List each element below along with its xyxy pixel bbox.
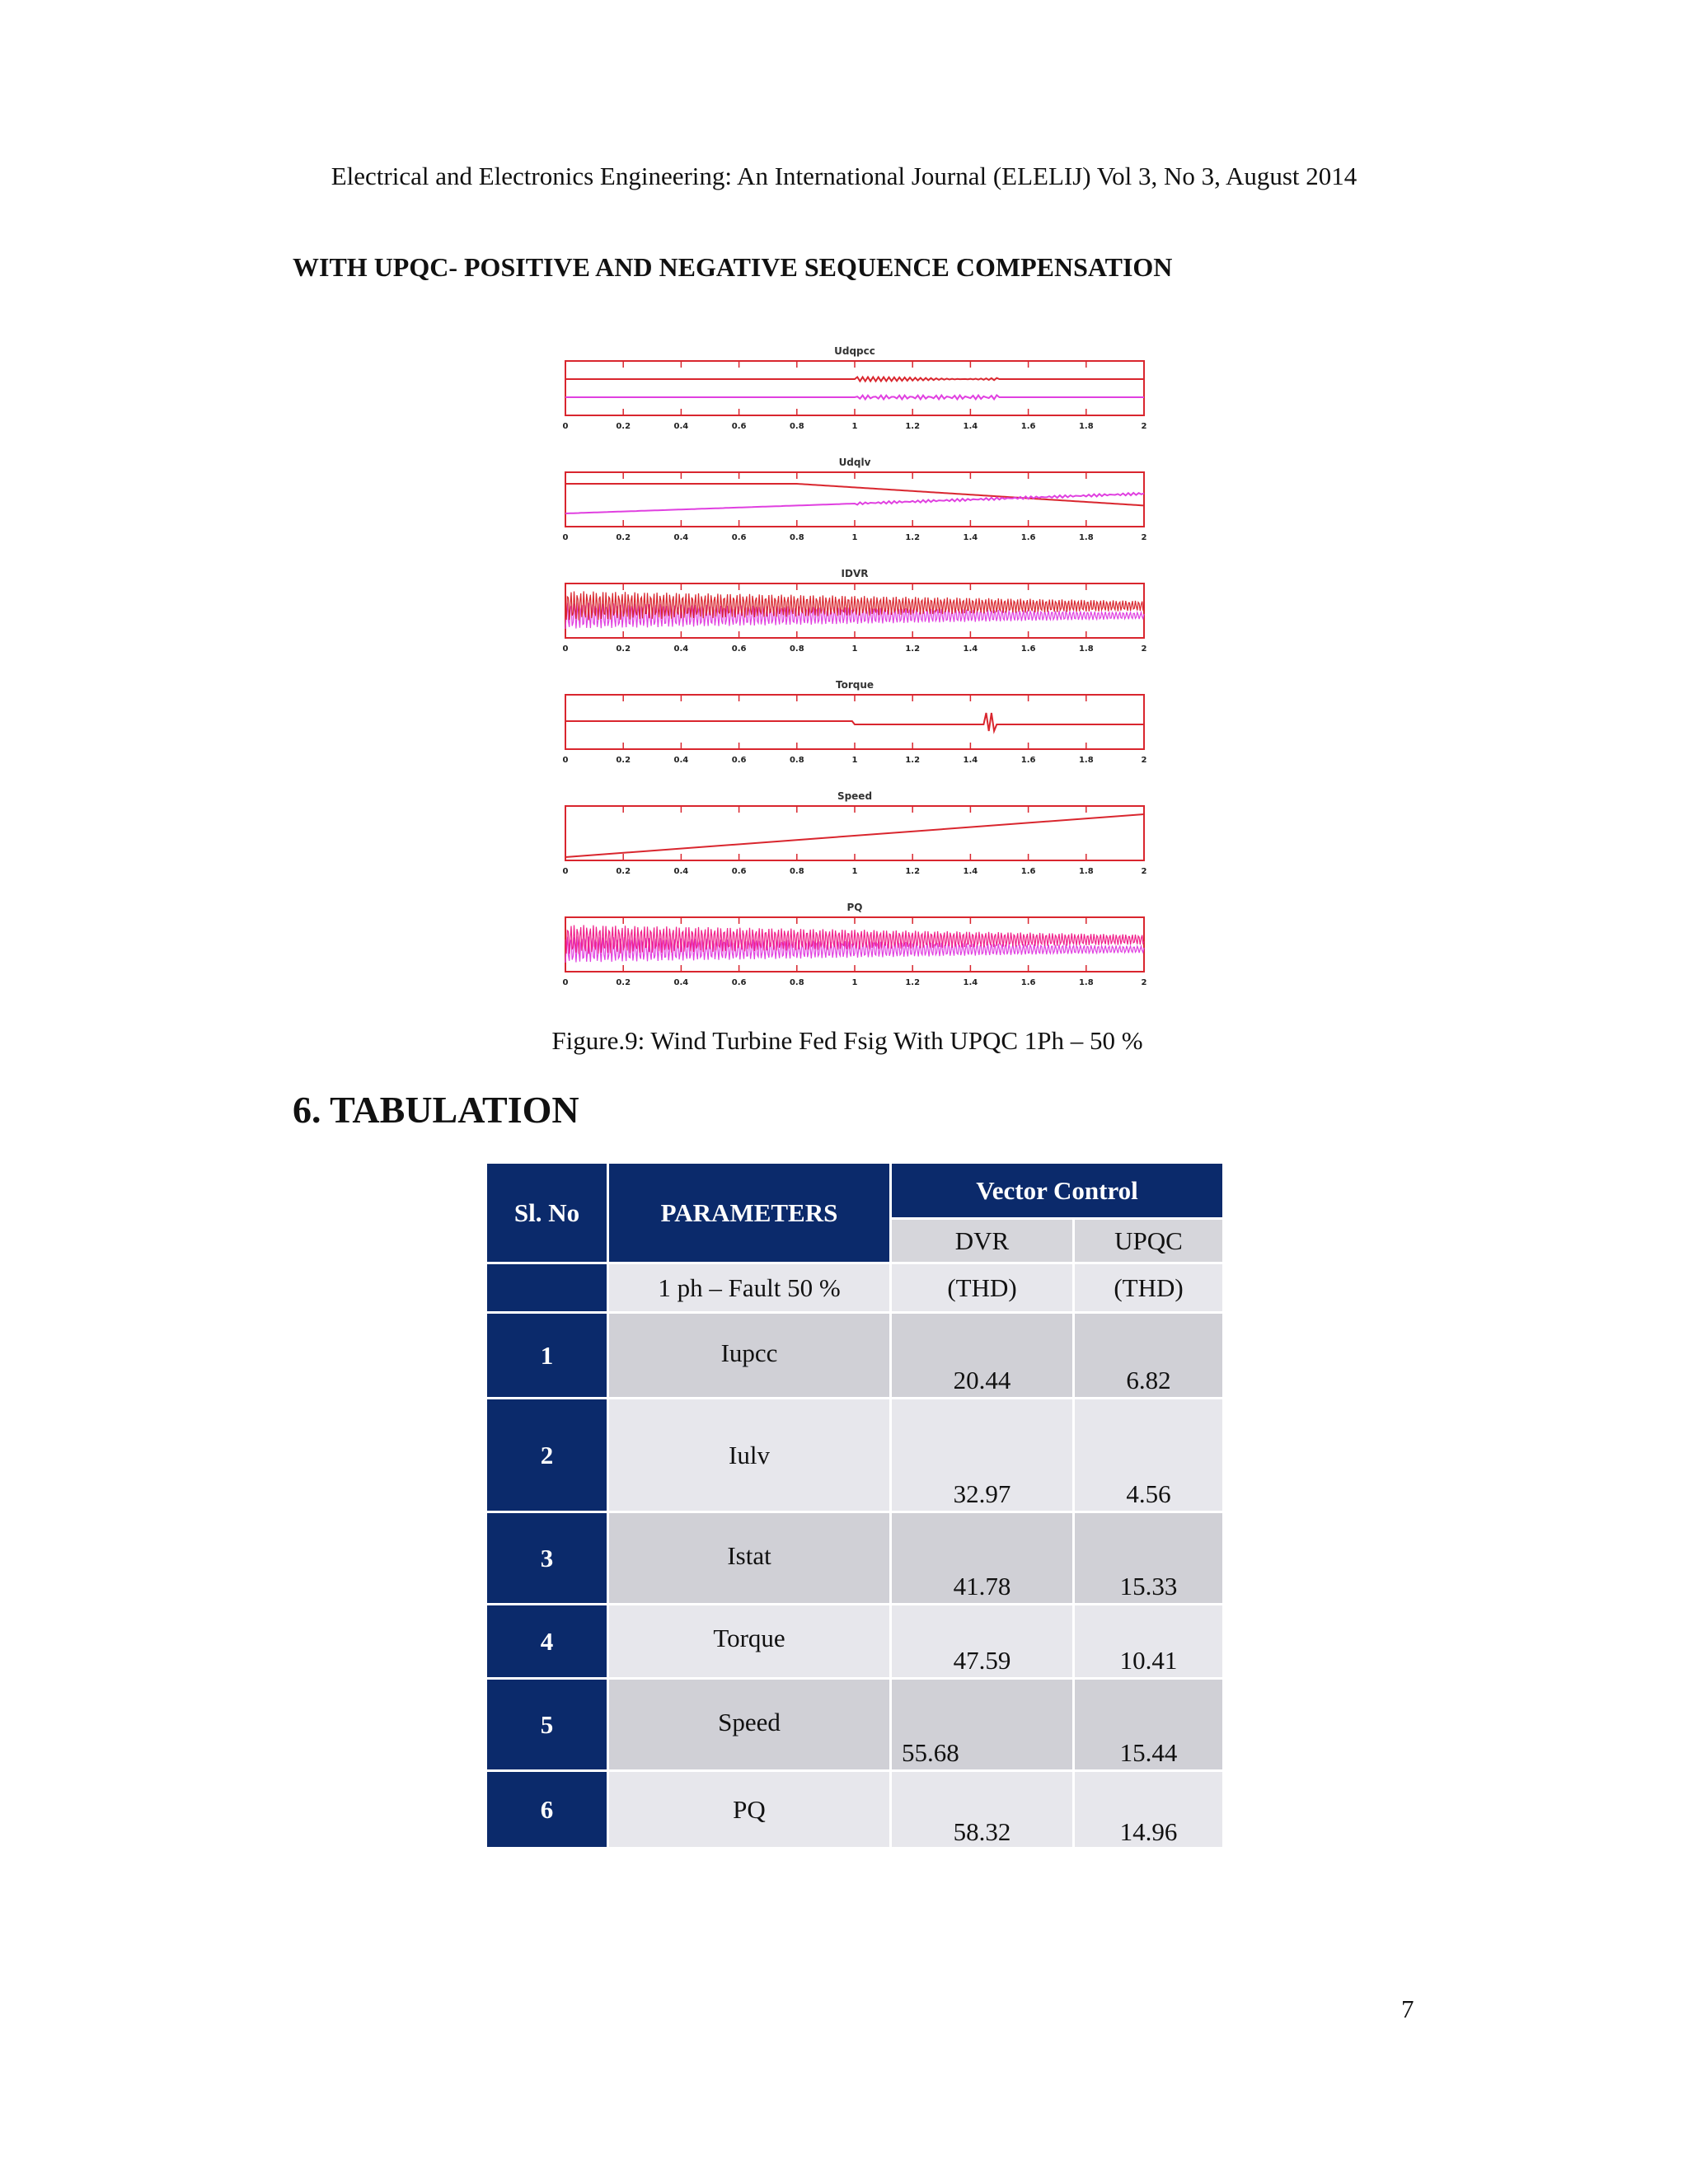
panel-title: Udqpcc [834, 345, 875, 357]
x-tick-label: 1.8 [1078, 756, 1094, 765]
panel-title: IDVR [841, 568, 869, 579]
x-tick-label: 0.2 [616, 533, 631, 542]
x-tick-label: 1.2 [905, 978, 921, 987]
x-tick-label: 1.6 [1020, 644, 1036, 654]
row-param: Speed [608, 1679, 891, 1771]
row-param: Iulv [608, 1399, 891, 1512]
table-row [486, 1771, 1224, 1849]
x-tick-label: 2 [1141, 867, 1147, 876]
x-tick-label: 0.6 [731, 867, 747, 876]
x-tick-label: 1.4 [963, 867, 978, 876]
row-sno: 6 [486, 1771, 608, 1849]
panel-title: Torque [835, 679, 874, 691]
x-tick-label: 0.6 [731, 756, 747, 765]
x-tick-label: 1.8 [1078, 644, 1094, 654]
x-tick-label: 2 [1141, 644, 1147, 654]
condition-row [486, 1263, 1224, 1313]
x-tick-label: 1 [851, 644, 858, 654]
row-param: Istat [608, 1512, 891, 1605]
x-tick-label: 1.2 [905, 422, 921, 431]
x-tick-label: 0.8 [789, 756, 804, 765]
panel-title: Speed [837, 790, 873, 802]
x-tick-label: 1 [851, 978, 858, 987]
x-tick-label: 0.2 [616, 867, 631, 876]
table-row [486, 1679, 1224, 1771]
row-upqc: 10.41 [1074, 1605, 1224, 1679]
x-tick-label: 0.6 [731, 533, 747, 542]
figure-9 [552, 330, 1154, 997]
x-tick-label: 0 [562, 422, 569, 431]
x-tick-label: 0.4 [673, 756, 689, 765]
x-tick-label: 1.8 [1078, 422, 1094, 431]
row-dvr: 58.32 [891, 1771, 1074, 1849]
x-tick-label: 1.8 [1078, 978, 1094, 987]
figure-plots [552, 330, 1154, 997]
x-tick-label: 1.2 [905, 644, 921, 654]
x-tick-label: 1.6 [1020, 867, 1036, 876]
panel-title: PQ [846, 902, 863, 913]
x-tick-label: 0.2 [616, 978, 631, 987]
series-magenta [565, 493, 1144, 513]
col-header-vector-control: Vector Control [891, 1163, 1224, 1219]
row-sno: 2 [486, 1399, 608, 1512]
x-tick-label: 0.4 [673, 422, 689, 431]
x-tick-label: 1.6 [1020, 756, 1036, 765]
x-tick-label: 1.2 [905, 756, 921, 765]
section-heading: WITH UPQC- POSITIVE AND NEGATIVE SEQUENCE COMPENSATION [293, 252, 1173, 282]
x-tick-label: 0.4 [673, 978, 689, 987]
unit-upqc-cell: (THD) [1074, 1263, 1224, 1313]
x-tick-label: 0 [562, 867, 569, 876]
x-tick-label: 1.4 [963, 756, 978, 765]
x-tick-label: 1.6 [1020, 422, 1036, 431]
x-tick-label: 0.8 [789, 978, 804, 987]
row-sno: 5 [486, 1679, 608, 1771]
row-param: PQ [608, 1771, 891, 1849]
row-sno: 3 [486, 1512, 608, 1605]
x-tick-label: 0.6 [731, 644, 747, 654]
series-red [565, 377, 1144, 382]
x-tick-label: 1.8 [1078, 867, 1094, 876]
row-dvr: 20.44 [891, 1313, 1074, 1399]
page-number: 7 [1401, 1994, 1414, 2023]
figure-caption: Figure.9: Wind Turbine Fed Fsig With UPQC 1Ph – 50 % [551, 1026, 1143, 1055]
x-tick-label: 0.8 [789, 422, 804, 431]
row-dvr: 41.78 [891, 1512, 1074, 1605]
table-row [486, 1605, 1224, 1679]
x-tick-label: 0.4 [673, 867, 689, 876]
x-tick-label: 0 [562, 533, 569, 542]
x-tick-label: 1 [851, 867, 858, 876]
row-sno: 1 [486, 1313, 608, 1399]
x-tick-label: 0.4 [673, 533, 689, 542]
x-tick-label: 0.6 [731, 422, 747, 431]
x-tick-label: 0.4 [673, 644, 689, 654]
x-tick-label: 0 [562, 644, 569, 654]
tabulation-heading: 6. TABULATION [293, 1089, 579, 1131]
row-dvr: 47.59 [891, 1605, 1074, 1679]
x-tick-label: 2 [1141, 533, 1147, 542]
row-param: Iupcc [608, 1313, 891, 1399]
row-upqc: 4.56 [1074, 1399, 1224, 1512]
col-header-upqc: UPQC [1074, 1219, 1224, 1263]
running-header: Electrical and Electronics Engineering: An International Journal (ELELIJ) Vol 3, No 3, August 2014 [331, 162, 1357, 190]
x-tick-label: 1.6 [1020, 533, 1036, 542]
x-tick-label: 2 [1141, 756, 1147, 765]
series-red [565, 814, 1144, 857]
x-tick-label: 0.6 [731, 978, 747, 987]
series-red [565, 713, 1144, 731]
row-upqc: 14.96 [1074, 1771, 1224, 1849]
series-magenta [565, 396, 1144, 400]
panel-frame [565, 361, 1144, 415]
x-tick-label: 0.8 [789, 644, 804, 654]
x-tick-label: 1.4 [963, 422, 978, 431]
x-tick-label: 1.2 [905, 867, 921, 876]
col-header-slno: Sl. No [486, 1163, 608, 1263]
row-dvr: 55.68 [891, 1679, 1074, 1771]
panel-title: Udqlv [838, 457, 871, 468]
row-dvr: 32.97 [891, 1399, 1074, 1512]
table-row [486, 1512, 1224, 1605]
condition-cell: 1 ph – Fault 50 % [608, 1263, 891, 1313]
table-row [486, 1399, 1224, 1512]
panel-frame [565, 806, 1144, 860]
col-header-dvr: DVR [891, 1219, 1074, 1263]
row-upqc: 15.33 [1074, 1512, 1224, 1605]
x-tick-label: 0.2 [616, 756, 631, 765]
x-tick-label: 1.2 [905, 533, 921, 542]
results-table [485, 1161, 1225, 1849]
unit-dvr-cell: (THD) [891, 1263, 1074, 1313]
x-tick-label: 0.2 [616, 422, 631, 431]
x-tick-label: 0.8 [789, 867, 804, 876]
x-tick-label: 1 [851, 533, 858, 542]
col-header-parameters: PARAMETERS [608, 1163, 891, 1263]
row-upqc: 15.44 [1074, 1679, 1224, 1771]
x-tick-label: 0 [562, 978, 569, 987]
x-tick-label: 1.4 [963, 644, 978, 654]
x-tick-label: 2 [1141, 422, 1147, 431]
x-tick-label: 0.2 [616, 644, 631, 654]
table-row [486, 1313, 1224, 1399]
x-tick-label: 0 [562, 756, 569, 765]
x-tick-label: 1.4 [963, 978, 978, 987]
row-upqc: 6.82 [1074, 1313, 1224, 1399]
x-tick-label: 1 [851, 422, 858, 431]
x-tick-label: 0.8 [789, 533, 804, 542]
x-tick-label: 2 [1141, 978, 1147, 987]
row-param: Torque [608, 1605, 891, 1679]
series-red [565, 484, 1144, 505]
row-sno: 4 [486, 1605, 608, 1679]
x-tick-label: 1.8 [1078, 533, 1094, 542]
condition-slno-cell [486, 1263, 608, 1313]
x-tick-label: 1.4 [963, 533, 978, 542]
x-tick-label: 1.6 [1020, 978, 1036, 987]
x-tick-label: 1 [851, 756, 858, 765]
